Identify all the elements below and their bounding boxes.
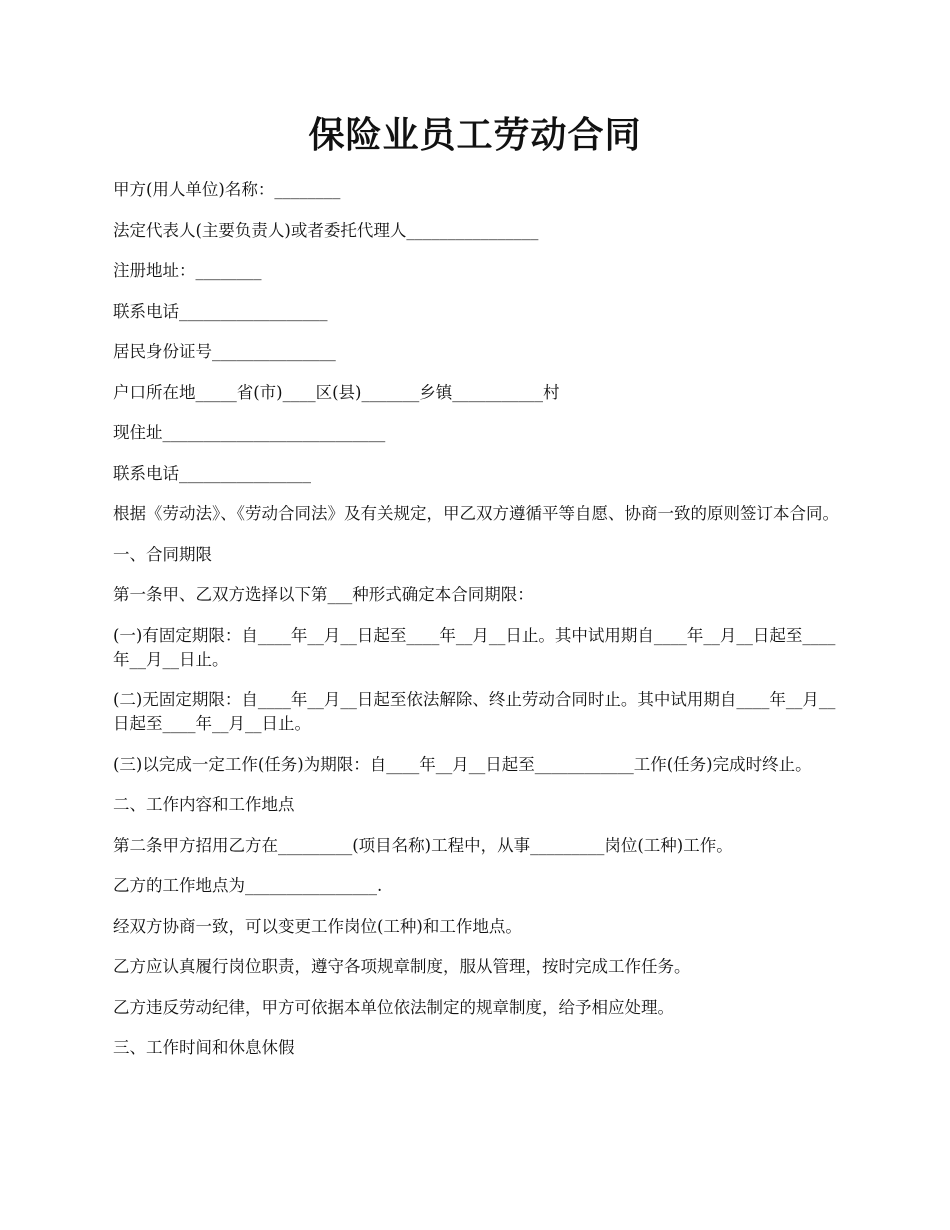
section-heading-working-hours: 三、工作时间和休息休假 [113, 1038, 295, 1057]
discipline-clause: 乙方违反劳动纪律，甲方可依据本单位依法制定的规章制度，给予相应处理。 [113, 997, 674, 1017]
party-b-phone: 联系电话________________ [113, 463, 311, 483]
term-option-fixed: (一)有固定期限：自____年__月__日起至____年__月__日止。其中试用期自____年__月__日起至____年__月__日止。 [113, 625, 836, 669]
article-2: 第二条甲方招用乙方在_________(项目名称)工程中，从事_________岗位(工种)工作。 [113, 835, 733, 855]
change-by-agreement: 经双方协商一致，可以变更工作岗位(工种)和工作地点。 [113, 916, 522, 936]
legal-representative: 法定代表人(主要负责人)或者委托代理人________________ [113, 220, 539, 240]
article-1: 第一条甲、乙双方选择以下第___种形式确定本合同期限： [113, 585, 534, 604]
section-heading-contract-term: 一、合同期限 [113, 544, 212, 564]
document-title: 保险业员工劳动合同 [308, 115, 642, 156]
id-card-number: 居民身份证号_______________ [113, 342, 336, 361]
household-registration: 户口所在地_____省(市)____区(县)_______乡镇___________村 [113, 382, 560, 402]
work-location: 乙方的工作地点为________________. [113, 876, 383, 895]
party-a-name: 甲方(用人单位)名称：________ [113, 180, 341, 199]
term-option-open-ended: (二)无固定期限：自____年__月__日起至依法解除、终止劳动合同时止。其中试用期自____年__月__日起至____年__月__日止。 [113, 690, 836, 733]
current-address: 现住址___________________________ [113, 423, 386, 442]
document-body [113, 178, 840, 1077]
registered-address: 注册地址：________ [113, 261, 262, 280]
preamble: 根据《劳动法》、《劳动合同法》及有关规定，甲乙双方遵循平等自愿、协商一致的原则签订本合同。 [113, 504, 839, 523]
section-heading-work-content: 二、工作内容和工作地点 [113, 795, 295, 814]
party-a-phone: 联系电话__________________ [113, 301, 328, 321]
term-option-task-based: (三)以完成一定工作(任务)为期限：自____年__月__日起至____________工作(任务)完成时终止。 [113, 754, 812, 774]
duty-clause: 乙方应认真履行岗位职责，遵守各项规章制度，服从管理，按时完成工作任务。 [113, 957, 691, 976]
